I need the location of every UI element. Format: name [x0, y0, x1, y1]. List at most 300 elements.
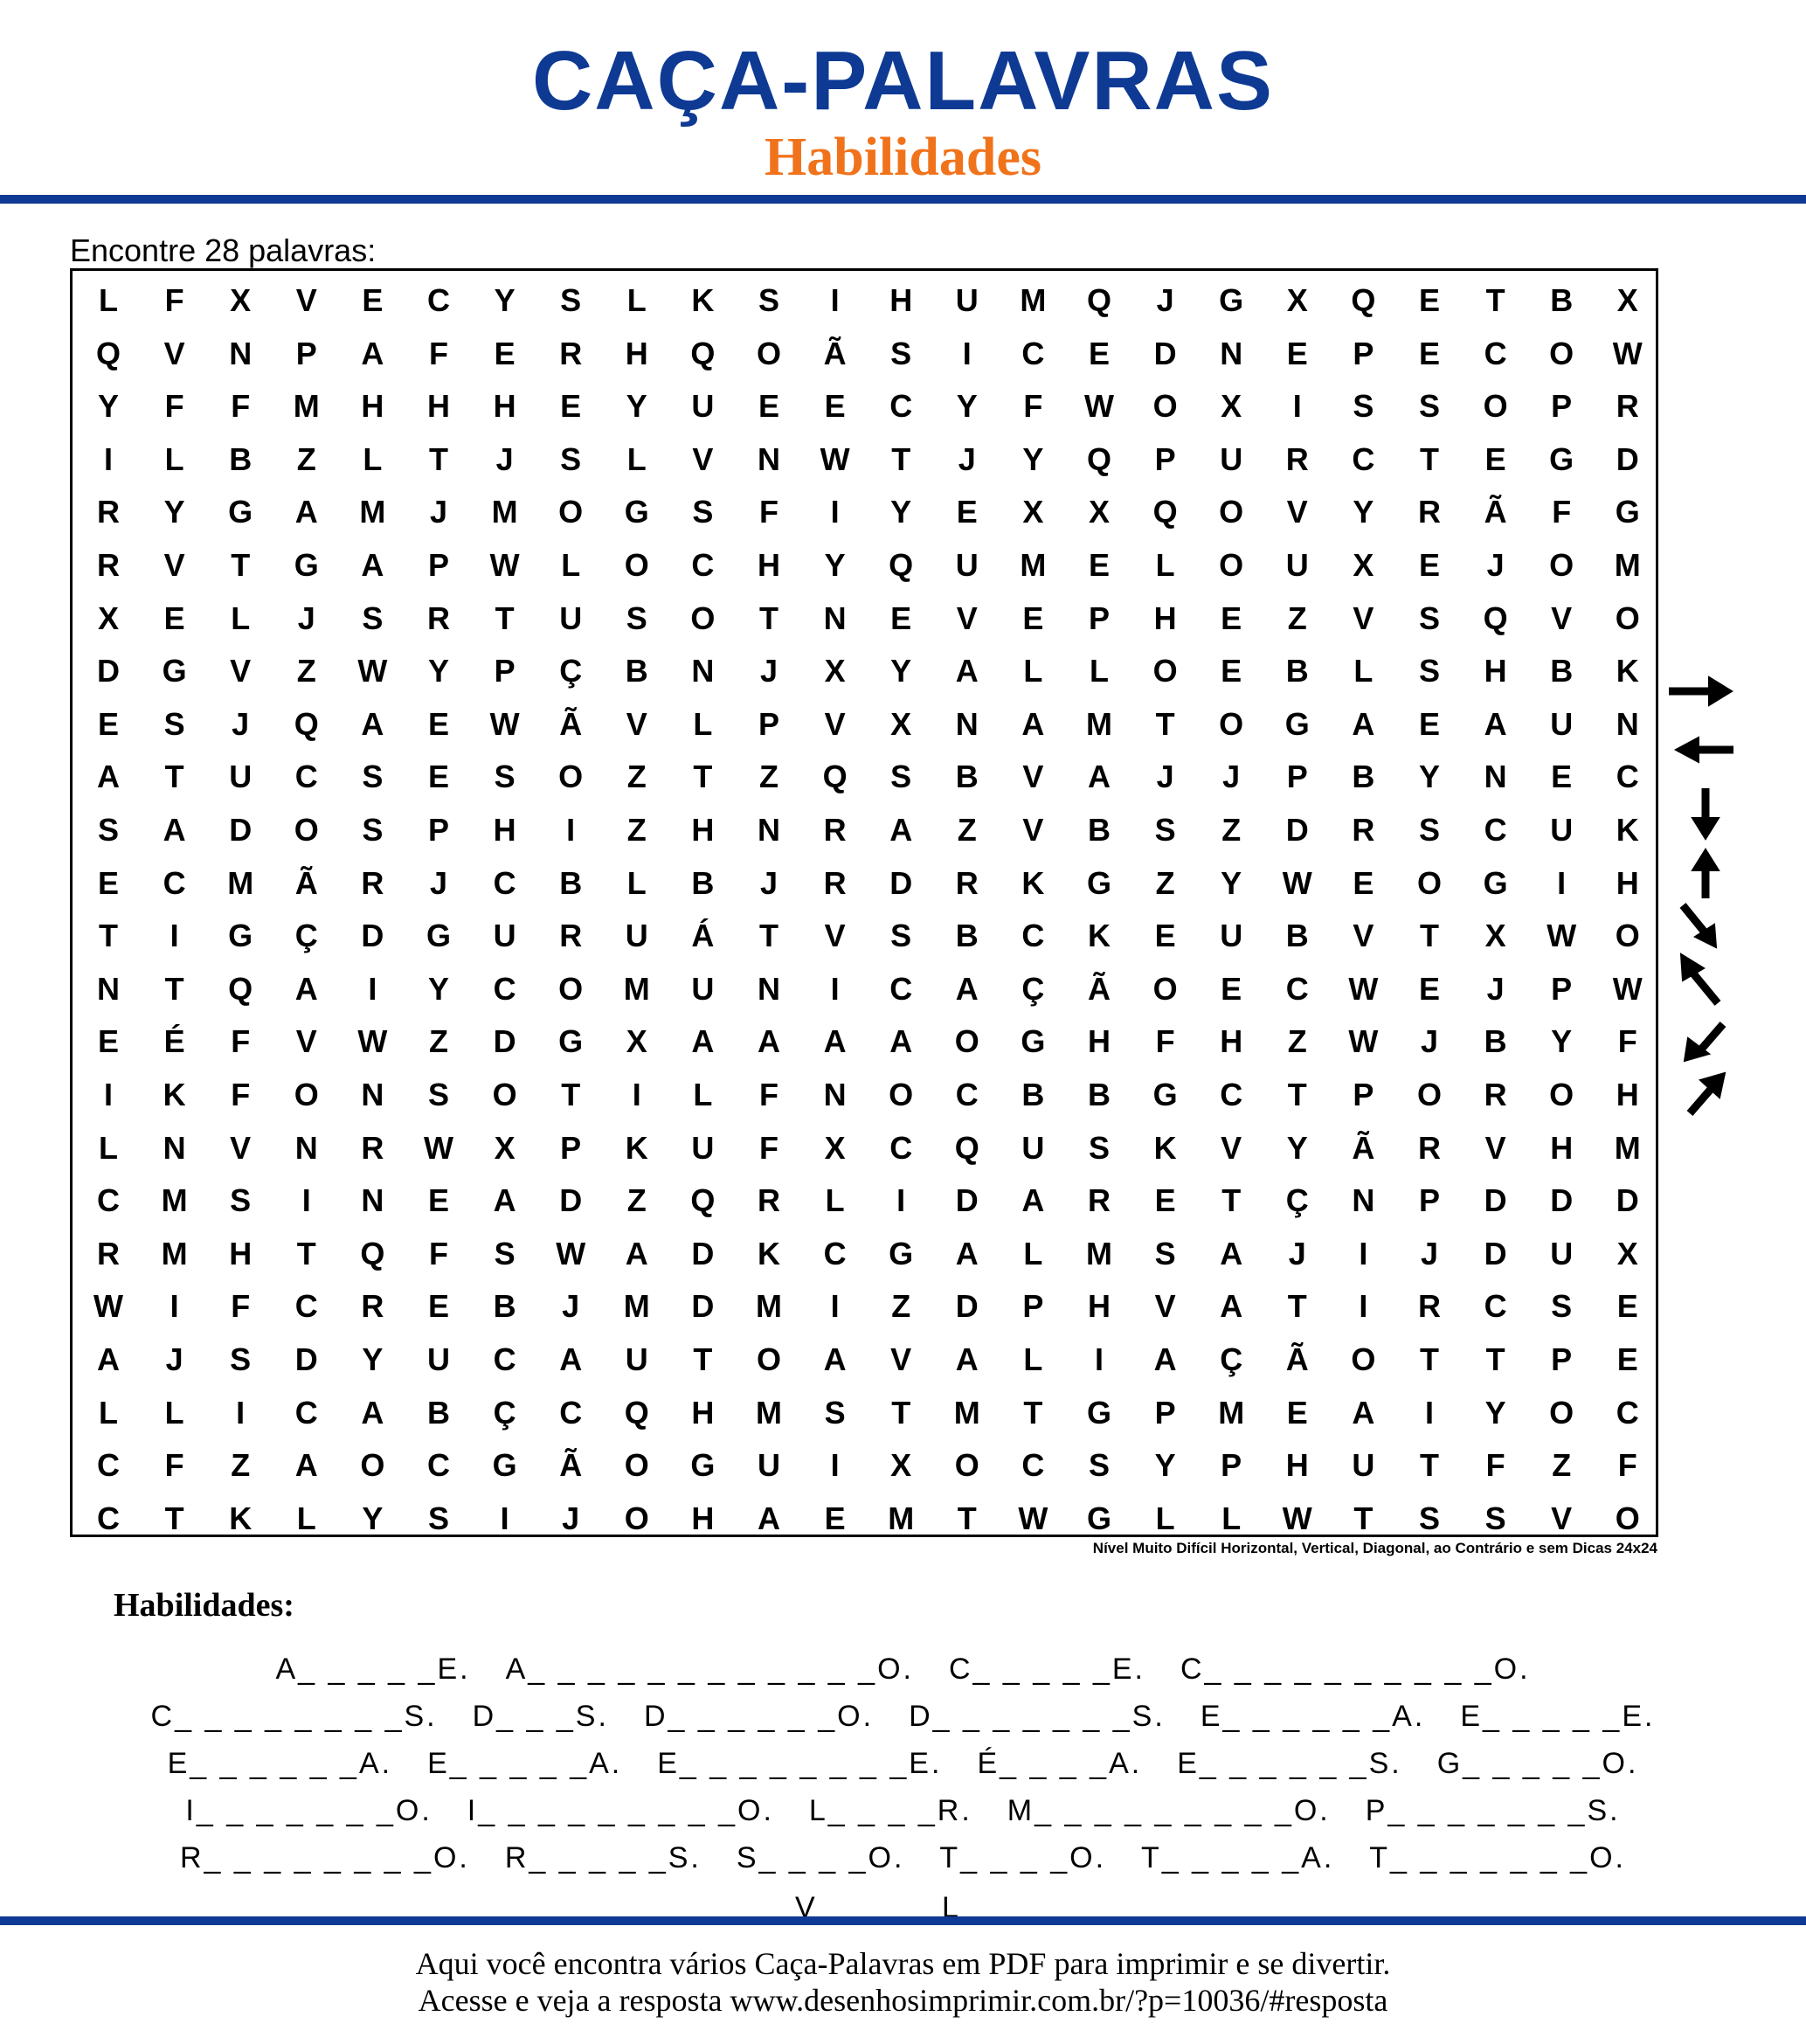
grid-cell: Z	[626, 1182, 647, 1219]
grid-cell: R	[361, 1129, 384, 1166]
grid-cell: E	[163, 599, 185, 636]
grid-cell: C	[163, 864, 186, 901]
grid-cell: I	[103, 1077, 113, 1112]
grid-cell: C	[1021, 335, 1045, 371]
grid-cell: Ã	[1352, 1129, 1375, 1166]
grid-cell: C	[493, 970, 516, 1007]
grid-cell: M	[888, 1500, 915, 1536]
grid-cell: E	[1418, 282, 1440, 318]
grid-cell: N	[1220, 335, 1243, 371]
grid-cell: N	[1484, 759, 1507, 795]
grid-cell: W	[1612, 335, 1643, 371]
grid-cell: R	[823, 812, 847, 848]
grid-cell: J	[958, 440, 976, 477]
grid-cell: R	[1285, 440, 1309, 477]
grid-cell: E	[1484, 440, 1506, 477]
grid-cell: C	[1352, 440, 1375, 477]
grid-cell: W	[1018, 1500, 1048, 1536]
grid-cell: P	[1551, 388, 1573, 425]
grid-cell: B	[229, 440, 253, 477]
grid-cell: Z	[1287, 1023, 1307, 1060]
grid-cell: S	[97, 812, 119, 848]
grid-cell: E	[1418, 705, 1440, 742]
grid-cell: S	[427, 1077, 449, 1112]
grid-cell: T	[1485, 282, 1505, 318]
grid-cell: G	[1021, 1023, 1046, 1060]
word-clue: P_ _ _ _ _ _ _S.	[1365, 1794, 1621, 1827]
grid-cell: Ã	[1484, 494, 1507, 530]
grid-cell: O	[1615, 599, 1640, 636]
grid-cell: W	[820, 440, 850, 477]
word-clue: M_ _ _ _ _ _ _ _ _O.	[1007, 1794, 1331, 1827]
grid-cell: W	[1282, 864, 1312, 901]
grid-cell: I	[830, 494, 840, 530]
grid-cell: Q	[1086, 282, 1111, 318]
word-clue: C_ _ _ _ _ _ _ _S.	[150, 1700, 438, 1733]
word-clue: C_ _ _ _ _E.	[948, 1653, 1145, 1686]
grid-cell: B	[691, 864, 715, 901]
grid-cell: F	[164, 282, 184, 318]
grid-cell: T	[759, 918, 778, 954]
grid-cell: P	[427, 547, 449, 583]
grid-cell: J	[1486, 970, 1505, 1007]
grid-cell: K	[229, 1500, 253, 1536]
grid-cell: Z	[891, 1288, 911, 1325]
grid-cell: P	[758, 705, 779, 742]
grid-cell: K	[758, 1235, 780, 1271]
grid-cell: I	[896, 1182, 906, 1219]
grid-cell: R	[1418, 494, 1441, 530]
grid-cell: E	[1418, 547, 1440, 583]
grid-cell: O	[756, 1341, 781, 1377]
grid-cell: P	[1022, 1288, 1044, 1325]
grid-cell: E	[97, 1023, 119, 1060]
grid-cell: A	[294, 970, 318, 1007]
grid-cell: M	[953, 1394, 980, 1431]
grid-cell: F	[1617, 1023, 1637, 1060]
grid-cell: Q	[360, 1235, 385, 1271]
grid-cell: G	[1284, 705, 1310, 742]
grid-cell: R	[1088, 1182, 1111, 1219]
word-clue: D_ _ _S.	[472, 1700, 609, 1733]
grid-cell: T	[495, 599, 515, 636]
grid-cell: J	[495, 440, 514, 477]
grid-cell: T	[1420, 440, 1439, 477]
grid-cell: D	[1484, 1235, 1507, 1271]
grid-cell: V	[163, 547, 185, 583]
grid-cell: V	[1484, 1129, 1506, 1166]
grid-cell: J	[297, 599, 315, 636]
grid-cell: X	[824, 1129, 846, 1166]
grid-cell: R	[361, 1288, 384, 1325]
footer-line-1: Aqui você encontra vários Caça-Palavras em PDF para imprimir e se divertir.	[415, 1946, 1391, 1981]
grid-cell: N	[361, 1077, 384, 1112]
grid-cell: E	[824, 1500, 846, 1536]
grid-cell: A	[955, 1341, 979, 1377]
grid-cell: S	[494, 1235, 516, 1271]
grid-cell: J	[429, 494, 448, 530]
grid-cell: Z	[1552, 1447, 1572, 1484]
grid-cell: U	[1220, 440, 1243, 477]
grid-cell: V	[230, 653, 252, 689]
grid-cell: B	[1484, 1023, 1507, 1060]
grid-cell: X	[824, 653, 846, 689]
grid-cell: C	[691, 547, 715, 583]
grid-cell: C	[1220, 1077, 1243, 1112]
grid-cell: U	[758, 1447, 780, 1484]
grid-cell: L	[1221, 1500, 1242, 1536]
grid-cell: A	[1021, 705, 1045, 742]
grid-cell: S	[824, 1394, 846, 1431]
grid-cell: T	[1287, 1288, 1307, 1325]
grid-cell: I	[500, 1500, 509, 1536]
grid-cell: B	[1021, 1077, 1045, 1112]
grid-cell: A	[1352, 705, 1375, 742]
grid-cell: Q	[95, 335, 121, 371]
clue-row	[0, 1791, 1806, 1830]
direction-legend	[1662, 664, 1749, 1136]
grid-cell: T	[296, 1235, 316, 1271]
grid-cell: N	[1616, 705, 1639, 742]
grid-cell: N	[691, 653, 715, 689]
grid-cell: I	[632, 1077, 641, 1112]
grid-cell: O	[690, 599, 716, 636]
grid-cell: Ç	[1021, 970, 1045, 1007]
grid-cell: R	[559, 918, 583, 954]
grid-cell: E	[1418, 970, 1440, 1007]
grid-cell: Y	[890, 653, 912, 689]
grid-cell: H	[493, 812, 516, 848]
grid-cell: H	[1616, 864, 1639, 901]
grid-cell: Y	[362, 1500, 384, 1536]
grid-cell: H	[1550, 1129, 1574, 1166]
grid-cell: J	[1222, 759, 1241, 795]
word-list-title: Habilidades:	[114, 1587, 294, 1624]
grid-cell: C	[493, 864, 516, 901]
grid-cell: U	[625, 918, 648, 954]
grid-cell: C	[294, 1394, 318, 1431]
grid-cell: P	[1353, 335, 1374, 371]
grid-cell: V	[295, 1023, 317, 1060]
grid-cell: C	[823, 1235, 847, 1271]
grid-cell: A	[361, 1394, 384, 1431]
grid-cell: T	[231, 547, 251, 583]
grid-cell: E	[1353, 864, 1374, 901]
grid-cell: B	[1285, 918, 1309, 954]
grid-cell: E	[1418, 335, 1440, 371]
grid-cell: L	[1023, 653, 1043, 689]
grid-cell: Y	[1484, 1394, 1506, 1431]
grid-cell: G	[690, 1447, 716, 1484]
grid-cell: N	[97, 970, 120, 1007]
grid-cell: Y	[1418, 759, 1440, 795]
grid-cell: W	[357, 653, 388, 689]
grid-cell: I	[1094, 1341, 1104, 1377]
grid-cell: A	[294, 1447, 318, 1484]
grid-cell: C	[97, 1447, 120, 1484]
grid-cell: X	[494, 1129, 516, 1166]
grid-cell: I	[830, 1288, 840, 1325]
word-clue: É_ _ _ _A.	[977, 1747, 1143, 1780]
grid-cell: Y	[1551, 1023, 1573, 1060]
grid-cell: L	[164, 440, 184, 477]
grid-cell: J	[759, 653, 778, 689]
grid-cell: H	[493, 388, 516, 425]
grid-cell: F	[164, 1447, 184, 1484]
grid-cell: V	[230, 1129, 252, 1166]
grid-cell: P	[1418, 1182, 1440, 1219]
grid-cell: F	[231, 388, 251, 425]
grid-cell: T	[1023, 1394, 1043, 1431]
difficulty-note: Nível Muito Difícil Horizontal, Vertical, Diagonal, ao Contrário e sem Dicas 24x24	[1092, 1540, 1657, 1556]
grid-cell: L	[626, 282, 647, 318]
grid-cell: N	[294, 1129, 318, 1166]
grid-cell: Ã	[1285, 1341, 1309, 1377]
grid-cell: M	[1218, 1394, 1245, 1431]
grid-cell: E	[1154, 1182, 1176, 1219]
grid-cell: H	[1484, 653, 1507, 689]
grid-cell: G	[228, 918, 253, 954]
grid-cell: O	[1219, 705, 1244, 742]
grid-cell: O	[294, 812, 319, 848]
grid-cell: F	[759, 1129, 778, 1166]
grid-cell: J	[429, 864, 448, 901]
grid-cell: Z	[231, 1447, 251, 1484]
grid-cell: G	[558, 1023, 584, 1060]
grid-cell: C	[1285, 970, 1309, 1007]
grid-cell: R	[1484, 1077, 1507, 1112]
grid-cell: O	[624, 547, 649, 583]
grid-cell: M	[1086, 1235, 1112, 1271]
grid-cell: X	[1353, 547, 1374, 583]
grid-cell: T	[957, 1500, 977, 1536]
word-clue: E_ _ _ _ _E.	[1460, 1700, 1656, 1733]
grid-cell: O	[624, 1500, 649, 1536]
grid-cell: A	[294, 494, 318, 530]
grid-cell: G	[889, 1235, 914, 1271]
grid-cell: S	[362, 599, 384, 636]
grid-cell: P	[295, 335, 317, 371]
grid-cell: G	[228, 494, 253, 530]
grid-cell: U	[691, 970, 715, 1007]
grid-cell: S	[427, 1500, 449, 1536]
grid-cell: C	[1021, 1447, 1045, 1484]
grid-cell: Z	[957, 812, 977, 848]
grid-cell: S	[1154, 1235, 1176, 1271]
grid-cell: S	[890, 759, 912, 795]
grid-cell: A	[889, 812, 913, 848]
grid-cell: Y	[97, 388, 119, 425]
grid-cell: A	[758, 1023, 780, 1060]
grid-cell: X	[626, 1023, 647, 1060]
grid-cell: R	[823, 864, 847, 901]
grid-cell: I	[301, 1182, 311, 1219]
grid-cell: Q	[1483, 599, 1508, 636]
grid-cell: U	[625, 1341, 648, 1377]
footer-line-2: Acesse e veja a resposta www.desenhosimprimir.com.br/?p=10036/#resposta	[418, 1983, 1388, 2018]
grid-cell: O	[1549, 1394, 1574, 1431]
grid-cell: Z	[626, 759, 647, 795]
grid-cell: J	[1486, 547, 1505, 583]
grid-cell: S	[494, 759, 516, 795]
grid-cell: T	[1420, 1447, 1439, 1484]
grid-cell: G	[1219, 282, 1244, 318]
grid-cell: R	[758, 1182, 780, 1219]
grid-cell: V	[163, 335, 185, 371]
arrow-down-right-icon	[1683, 905, 1716, 947]
grid-cell: S	[1088, 1447, 1110, 1484]
grid-cell: H	[361, 388, 384, 425]
grid-cell: O	[1549, 335, 1574, 371]
grid-cell: C	[427, 1447, 450, 1484]
grid-cell: Q	[889, 547, 914, 583]
grid-cell: L	[626, 864, 647, 901]
grid-cell: Y	[362, 1341, 384, 1377]
grid-cell: R	[97, 547, 120, 583]
grid-cell: C	[1616, 759, 1639, 795]
grid-cell: C	[97, 1182, 120, 1219]
grid-cell: S	[560, 282, 582, 318]
grid-cell: M	[161, 1235, 188, 1271]
grid-cell: I	[170, 918, 179, 954]
grid-cell: V	[626, 705, 647, 742]
grid-cell: D	[493, 1023, 516, 1060]
grid-cell: Ç	[1220, 1341, 1243, 1377]
grid-cell: X	[890, 705, 912, 742]
grid-cell: B	[427, 1394, 450, 1431]
grid-cell: U	[493, 918, 516, 954]
word-clue: A_ _ _ _ _ _ _ _ _ _ _ _O.	[505, 1653, 914, 1686]
grid-cell: O	[1483, 388, 1508, 425]
grid-cell: X	[1616, 282, 1638, 318]
grid-cell: M	[1614, 547, 1641, 583]
grid-cell: Q	[228, 970, 253, 1007]
grid-cell: Ã	[559, 1447, 583, 1484]
grid-cell: N	[823, 599, 847, 636]
grid-cell: F	[1552, 494, 1572, 530]
grid-cell: Ã	[559, 705, 583, 742]
grid-cell: A	[1088, 759, 1111, 795]
partial-clue-v: V	[795, 1895, 815, 1916]
grid-cell: H	[758, 547, 780, 583]
grid-cell: A	[1484, 705, 1507, 742]
grid-cell: K	[163, 1077, 186, 1112]
grid-cell: T	[1485, 1341, 1505, 1377]
grid-cell: M	[1020, 547, 1047, 583]
grid-cell: H	[1285, 1447, 1309, 1484]
grid-cell: M	[359, 494, 386, 530]
grid-cell: A	[1352, 1394, 1375, 1431]
grid-cell: Y	[1286, 1129, 1308, 1166]
arrow-down-icon	[1692, 788, 1719, 839]
grid-cell: Y	[1022, 440, 1044, 477]
grid-cell: F	[1155, 1023, 1175, 1060]
grid-cell: V	[1022, 812, 1044, 848]
grid-cell: D	[889, 864, 913, 901]
grid-cell: V	[824, 705, 846, 742]
grid-cell: Y	[1221, 864, 1242, 901]
grid-cell: O	[360, 1447, 385, 1484]
grid-cell: D	[955, 1182, 979, 1219]
page-subtitle: Habilidades	[765, 128, 1041, 187]
grid-cell: H	[889, 282, 913, 318]
grid-cell: B	[1550, 653, 1574, 689]
grid-cell: W	[424, 1129, 453, 1166]
grid-cell: O	[1219, 547, 1244, 583]
top-divider	[0, 195, 1806, 204]
grid-cell: L	[693, 1077, 713, 1112]
grid-cell: Y	[890, 494, 912, 530]
grid-cell: A	[97, 759, 120, 795]
grid-cell: S	[230, 1341, 252, 1377]
grid-cell: Y	[427, 970, 449, 1007]
grid-cell: C	[1616, 1394, 1639, 1431]
grid-cell: E	[890, 599, 912, 636]
grid-cell: O	[294, 1077, 319, 1112]
grid-cell: X	[1088, 494, 1110, 530]
grid-cell: A	[955, 653, 979, 689]
grid-cell: Y	[494, 282, 516, 318]
word-clue: S_ _ _ _O.	[736, 1841, 905, 1874]
arrow-down-left-icon	[1685, 1024, 1723, 1061]
grid-cell: U	[691, 388, 715, 425]
grid-cell: F	[231, 1077, 251, 1112]
grid-cell: N	[823, 1077, 847, 1112]
grid-cell: Z	[626, 812, 647, 848]
grid-cell: O	[624, 1447, 649, 1484]
word-search-grid	[70, 268, 1658, 1537]
word-clue: T_ _ _ _ _ _ _O.	[1369, 1841, 1626, 1874]
grid-cell: T	[164, 1500, 184, 1536]
arrow-left-icon	[1676, 738, 1733, 762]
grid-cell: Q	[294, 705, 319, 742]
grid-cell: T	[1155, 705, 1175, 742]
grid-cell: D	[1285, 812, 1309, 848]
grid-cell: E	[1088, 547, 1110, 583]
grid-cell: S	[362, 759, 384, 795]
grid-cell: I	[830, 282, 840, 318]
grid-cell: L	[231, 599, 251, 636]
grid-cell: O	[1549, 1077, 1574, 1112]
grid-cell: S	[1484, 1500, 1506, 1536]
grid-cell: E	[362, 282, 384, 318]
grid-cell: K	[1616, 812, 1639, 848]
grid-cell: D	[559, 1182, 583, 1219]
grid-cell: H	[1616, 1077, 1639, 1112]
grid-cell: U	[1550, 812, 1574, 848]
grid-cell: S	[758, 282, 779, 318]
grid-cell: W	[556, 1235, 586, 1271]
grid-cell: E	[1616, 1288, 1638, 1325]
grid-cell: L	[1155, 547, 1175, 583]
grid-cell: P	[427, 812, 449, 848]
grid-cell: O	[954, 1447, 979, 1484]
grid-cell: C	[427, 282, 450, 318]
grid-cell: T	[1353, 1500, 1374, 1536]
grid-cell: B	[1088, 1077, 1111, 1112]
grid-cell: U	[559, 599, 583, 636]
grid-cell: B	[493, 1288, 516, 1325]
grid-cell: J	[232, 705, 250, 742]
grid-cell: D	[97, 653, 120, 689]
grid-cell: G	[1483, 864, 1508, 901]
grid-cell: D	[294, 1341, 318, 1377]
grid-cell: O	[756, 335, 781, 371]
word-clue: E_ _ _ _ _ _S.	[1177, 1747, 1402, 1780]
grid-cell: G	[1086, 1394, 1111, 1431]
grid-cell: Q	[624, 1394, 649, 1431]
grid-cell: C	[294, 759, 318, 795]
